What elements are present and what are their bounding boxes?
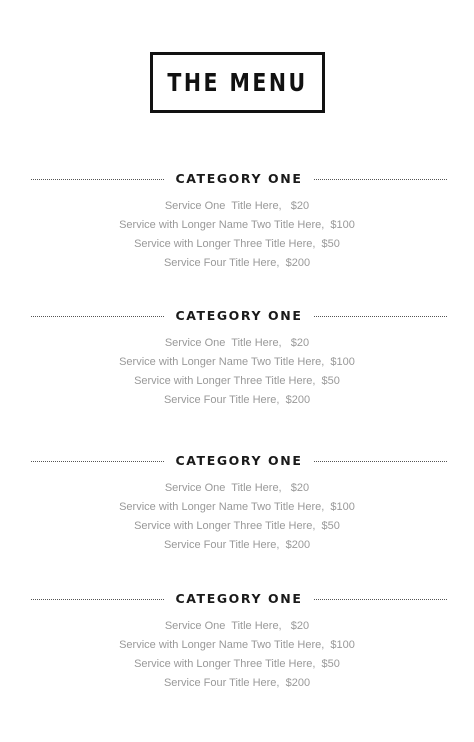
category-header [0,453,474,469]
menu-item-list [0,617,474,693]
menu-item: Service with Longer Name Two Title Here, $100 [119,219,355,231]
category-header [0,308,474,324]
menu-item: Service with Longer Three Title Here, $50 [134,658,340,670]
menu-item: Service Four Title Here, $200 [163,539,311,551]
dotted-divider-right [314,599,447,600]
menu-item: Service with Longer Name Two Title Here, $100 [119,501,355,513]
category-title: CATEGORY ONE [175,453,303,468]
menu-item: Service One Title Here, $20 [164,337,310,349]
menu-item: Service with Longer Name Two Title Here, $100 [119,639,355,651]
menu-item: Service with Longer Three Title Here, $50 [134,238,340,250]
menu-item: Service Four Title Here, $200 [163,257,311,269]
menu-item-list [0,197,474,273]
category-header [0,591,474,607]
menu-item: Service One Title Here, $20 [164,620,310,632]
dotted-divider-left [31,599,164,600]
menu-title: THE MENU [167,68,308,97]
category-header [0,171,474,187]
menu-item: Service with Longer Name Two Title Here, $100 [119,356,355,368]
dotted-divider-right [314,179,447,180]
menu-item: Service One Title Here, $20 [164,200,310,212]
category-title: CATEGORY ONE [175,171,303,186]
category-title: CATEGORY ONE [175,308,303,323]
dotted-divider-left [31,461,164,462]
menu-item: Service with Longer Three Title Here, $50 [134,520,340,532]
menu-title-box [150,52,325,113]
menu-item-list [0,334,474,410]
menu-item: Service Four Title Here, $200 [163,394,311,406]
dotted-divider-left [31,316,164,317]
menu-item: Service Four Title Here, $200 [163,677,311,689]
menu-item: Service with Longer Three Title Here, $50 [134,375,340,387]
menu-item-list [0,479,474,555]
category-title: CATEGORY ONE [175,591,303,606]
dotted-divider-right [314,316,447,317]
dotted-divider-left [31,179,164,180]
dotted-divider-right [314,461,447,462]
menu-item: Service One Title Here, $20 [164,482,310,494]
